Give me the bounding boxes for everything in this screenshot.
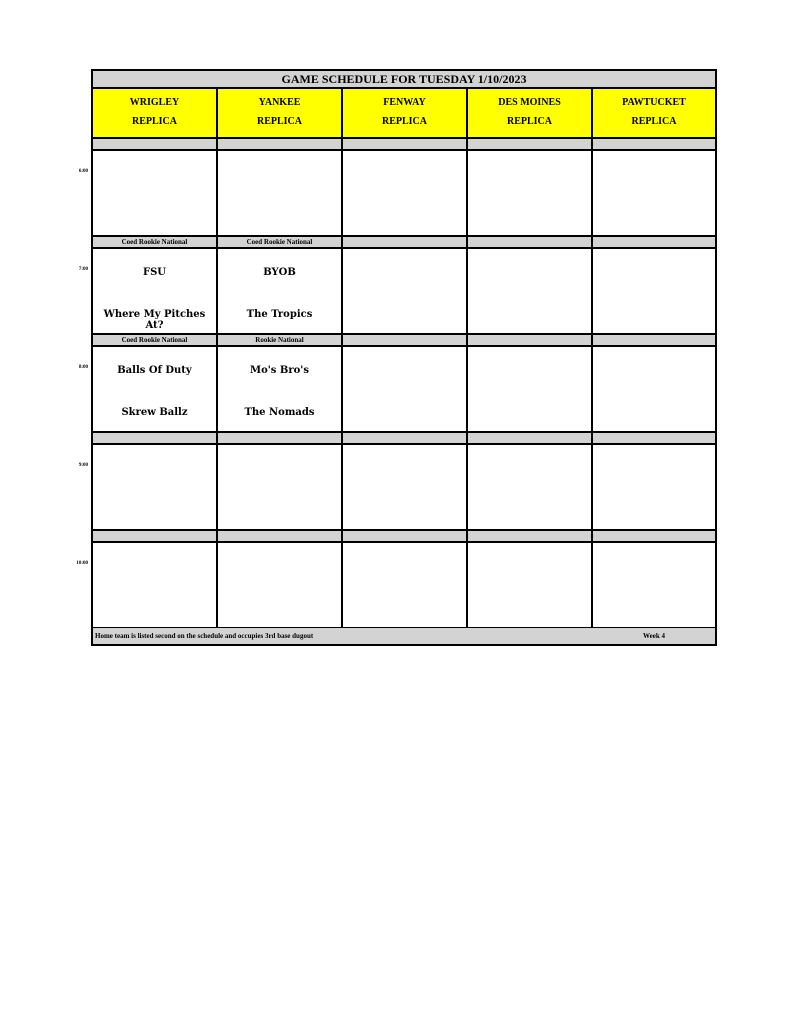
home-team: The Nomads (244, 407, 315, 418)
game-cell (593, 249, 715, 335)
game-cell (343, 151, 468, 237)
week-label: Week 4 (643, 632, 665, 640)
game-cell (468, 151, 593, 237)
game-cell (218, 347, 343, 433)
division-label (218, 139, 343, 151)
field-subtitle: REPLICA (506, 116, 552, 127)
time-label: 8:00 (78, 365, 88, 370)
field-header (593, 89, 715, 139)
division-label (93, 139, 218, 151)
game-cell (343, 543, 468, 629)
game-cell (218, 151, 343, 237)
time-label: 6:00 (78, 169, 88, 174)
field-header (468, 89, 593, 139)
division-label (218, 531, 343, 543)
division-label (593, 433, 715, 445)
game-cell (343, 347, 468, 433)
field-header (93, 89, 218, 139)
game-cell (218, 445, 343, 531)
game-cell (468, 249, 593, 335)
field-subtitle: REPLICA (256, 116, 302, 127)
away-team: BYOB (263, 267, 296, 278)
division-label (468, 139, 593, 151)
schedule-title: GAME SCHEDULE FOR TUESDAY 1/10/2023 (93, 71, 715, 89)
game-cell (468, 347, 593, 433)
footer-bar (93, 628, 715, 644)
division-label (593, 139, 715, 151)
division-label (468, 237, 593, 249)
game-cell (218, 543, 343, 629)
game-cell (468, 445, 593, 531)
field-subtitle: REPLICA (131, 116, 177, 127)
division-label (593, 531, 715, 543)
away-team: FSU (142, 267, 167, 278)
field-name: YANKEE (258, 97, 301, 108)
division-label (593, 237, 715, 249)
division-label: Coed Rookie National (93, 237, 218, 249)
game-cell (93, 249, 218, 335)
game-cell (593, 347, 715, 433)
field-name: FENWAY (383, 97, 426, 108)
away-team: Balls Of Duty (117, 365, 192, 376)
division-label (343, 433, 468, 445)
game-cell (343, 445, 468, 531)
division-label (93, 531, 218, 543)
game-cell (593, 543, 715, 629)
game-cell (468, 543, 593, 629)
field-subtitle: REPLICA (381, 116, 427, 127)
schedule-table (91, 69, 717, 646)
game-cell (218, 249, 343, 335)
field-name: PAWTUCKET (622, 97, 686, 108)
time-label: 9:00 (78, 463, 88, 468)
time-label: 7:00 (78, 267, 88, 272)
division-label (343, 531, 468, 543)
division-label: Coed Rookie National (93, 335, 218, 347)
game-cell (593, 151, 715, 237)
division-label (93, 433, 218, 445)
time-label: 10:00 (76, 561, 88, 566)
division-label (593, 335, 715, 347)
game-cell (93, 445, 218, 531)
footer-note: Home team is listed second on the schedule and occupies 3rd base dugout (95, 632, 314, 640)
game-cell (343, 249, 468, 335)
division-label: Rookie National (218, 335, 343, 347)
division-label (218, 433, 343, 445)
division-label (468, 433, 593, 445)
division-label (468, 335, 593, 347)
home-team: Where My Pitches At? (103, 309, 206, 331)
field-header (343, 89, 468, 139)
division-label (343, 237, 468, 249)
game-cell (93, 151, 218, 237)
division-label (343, 335, 468, 347)
division-label (468, 531, 593, 543)
game-cell (93, 543, 218, 629)
away-team: Mo's Bro's (250, 365, 309, 376)
field-name: DES MOINES (498, 97, 561, 108)
game-cell (593, 445, 715, 531)
field-name: WRIGLEY (129, 97, 180, 108)
game-cell (93, 347, 218, 433)
home-team: The Tropics (246, 309, 313, 320)
home-team: Skrew Ballz (121, 407, 188, 418)
field-subtitle: REPLICA (631, 116, 677, 127)
field-header (218, 89, 343, 139)
division-label: Coed Rookie National (218, 237, 343, 249)
division-label (343, 139, 468, 151)
